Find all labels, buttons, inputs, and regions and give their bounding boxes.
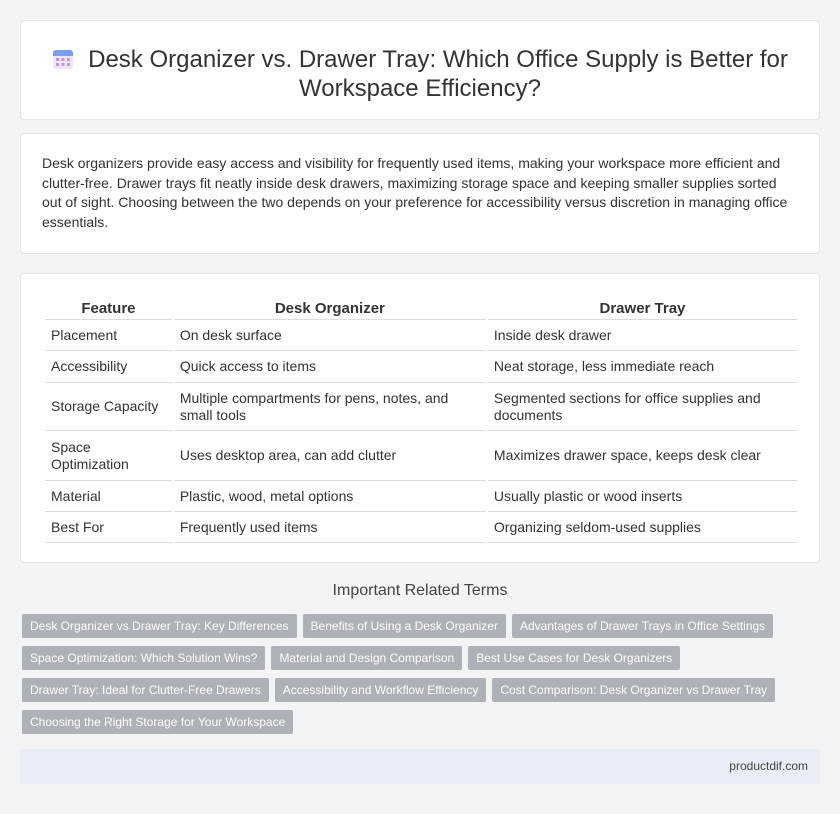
intro-card: [20, 133, 820, 254]
table-row: [45, 512, 797, 543]
drawer-tray-cell: Neat storage, less immediate reach: [488, 351, 797, 383]
site-name[interactable]: productdif.com: [729, 759, 808, 773]
feature-cell: Best For: [45, 512, 172, 543]
comparison-table: [43, 296, 799, 543]
feature-cell: Storage Capacity: [45, 383, 172, 431]
table-row: [45, 383, 797, 431]
table-header-row: [45, 296, 797, 320]
header-drawer-tray: Drawer Tray: [488, 296, 797, 320]
table-row: [45, 481, 797, 512]
header-card: [20, 20, 820, 120]
desk-organizer-cell: Multiple compartments for pens, notes, and small tools: [174, 383, 486, 431]
desk-organizer-cell: Plastic, wood, metal options: [174, 481, 486, 512]
related-tag[interactable]: Material and Design Comparison: [271, 646, 462, 670]
related-terms-heading: Important Related Terms: [332, 582, 508, 599]
related-tag[interactable]: Accessibility and Workflow Efficiency: [275, 678, 487, 702]
drawer-tray-cell: Segmented sections for office supplies and documents: [488, 383, 797, 431]
drawer-tray-cell: Maximizes drawer space, keeps desk clear: [488, 431, 797, 481]
footer: [20, 749, 820, 784]
related-tag[interactable]: Desk Organizer vs Drawer Tray: Key Differences: [22, 614, 297, 638]
table-row: [45, 431, 797, 481]
drawer-tray-cell: Inside desk drawer: [488, 320, 797, 351]
desk-organizer-cell: Uses desktop area, can add clutter: [174, 431, 486, 481]
feature-cell: Placement: [45, 320, 172, 351]
calendar-icon: [52, 48, 74, 70]
feature-cell: Space Optimization: [45, 431, 172, 481]
page-title: Desk Organizer vs. Drawer Tray: Which Office Supply is Better for Workspace Efficiency?: [88, 46, 788, 102]
desk-organizer-cell: Quick access to items: [174, 351, 486, 383]
page-title-wrap: [21, 45, 819, 103]
header-feature: Feature: [45, 296, 172, 320]
intro-paragraph: Desk organizers provide easy access and visibility for frequently used items, making your workspace more efficient and clutter-free. Drawer trays fit neatly inside desk drawers, maximizing storage space and keeping smaller supplies sorted out of sight. Choosing between the two depends on your preference for accessibility versus discretion in managing office essentials.: [42, 155, 788, 230]
comparison-table-card: [20, 273, 820, 563]
related-tag[interactable]: Best Use Cases for Desk Organizers: [468, 646, 680, 670]
header-desk-organizer: Desk Organizer: [174, 296, 486, 320]
desk-organizer-cell: On desk surface: [174, 320, 486, 351]
related-tag[interactable]: Advantages of Drawer Trays in Office Settings: [512, 614, 773, 638]
related-tag[interactable]: Space Optimization: Which Solution Wins?: [22, 646, 265, 670]
desk-organizer-cell: Frequently used items: [174, 512, 486, 543]
related-tag[interactable]: Drawer Tray: Ideal for Clutter-Free Drawers: [22, 678, 269, 702]
related-tag[interactable]: Benefits of Using a Desk Organizer: [303, 614, 506, 638]
related-tags: [22, 614, 782, 734]
drawer-tray-cell: Usually plastic or wood inserts: [488, 481, 797, 512]
table-row: [45, 320, 797, 351]
feature-cell: Accessibility: [45, 351, 172, 383]
table-row: [45, 351, 797, 383]
related-tag[interactable]: Cost Comparison: Desk Organizer vs Drawer Tray: [492, 678, 775, 702]
drawer-tray-cell: Organizing seldom-used supplies: [488, 512, 797, 543]
related-tag[interactable]: Choosing the Right Storage for Your Workspace: [22, 710, 293, 734]
feature-cell: Material: [45, 481, 172, 512]
